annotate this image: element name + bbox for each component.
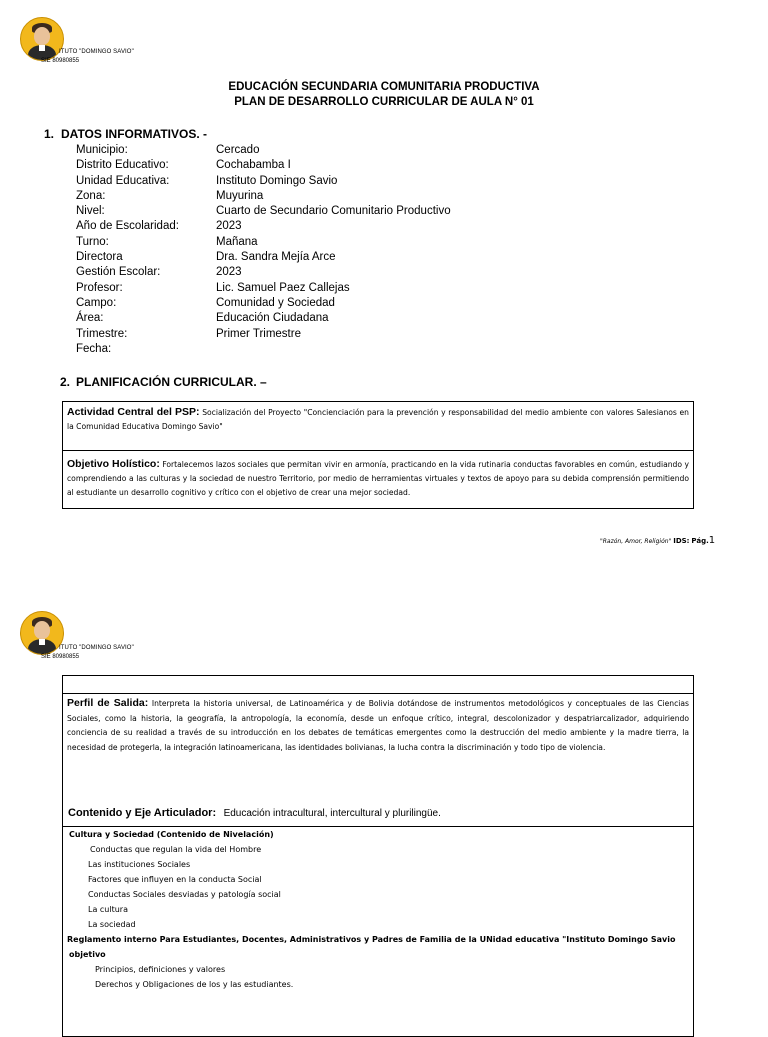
info-label: Unidad Educativa: bbox=[76, 174, 170, 187]
perfil-paragraph bbox=[67, 696, 689, 755]
info-value: Instituto Domingo Savio bbox=[216, 174, 338, 187]
footer-pag-label: Pág. bbox=[691, 537, 709, 545]
content-heading: Reglamento interno Para Estudiantes, Docentes, Administrativos y Padres de Familia de la UNidad educativa "Instituto Domingo Savio bbox=[67, 935, 676, 944]
info-label: Municipio: bbox=[76, 144, 128, 156]
info-value: Comunidad y Sociedad bbox=[216, 296, 335, 309]
info-label: Distrito Educativo: bbox=[76, 159, 169, 172]
section2-number: 2. bbox=[60, 375, 71, 389]
content-heading: Cultura y Sociedad (Contenido de Nivelación) bbox=[69, 830, 274, 839]
sie-code: SIE 80980855 bbox=[41, 654, 80, 660]
content-item: Principios, definiciones y valores bbox=[95, 965, 226, 974]
psp-paragraph bbox=[67, 405, 689, 434]
content-item: Conductas Sociales desviadas y patología social bbox=[88, 890, 281, 899]
box-divider bbox=[63, 693, 693, 694]
objective-paragraph bbox=[67, 457, 689, 500]
info-label: Trimestre: bbox=[76, 327, 128, 340]
content-item: Derechos y Obligaciones de los y las estudiantes. bbox=[95, 980, 294, 989]
content-heading: objetivo bbox=[69, 950, 106, 959]
info-labels bbox=[76, 143, 179, 357]
info-value: Primer Trimestre bbox=[216, 327, 301, 340]
info-value: Muyurina bbox=[216, 189, 264, 202]
info-label: Zona: bbox=[76, 189, 106, 202]
school-logo bbox=[20, 611, 64, 655]
school-name: ITUTO "DOMINGO SAVIO" bbox=[59, 49, 134, 55]
footer-motto: "Razón, Amor, Religión" bbox=[600, 538, 672, 545]
info-label: Gestión Escolar: bbox=[76, 266, 161, 279]
document-title-line1: EDUCACIÓN SECUNDARIA COMUNITARIA PRODUCTIVA bbox=[228, 81, 540, 93]
school-name: ITUTO "DOMINGO SAVIO" bbox=[59, 645, 134, 651]
info-value: Dra. Sandra Mejía Arce bbox=[216, 251, 336, 264]
info-value: Educación Ciudadana bbox=[216, 312, 329, 325]
contenido-line bbox=[68, 803, 441, 821]
page-footer bbox=[600, 535, 715, 546]
info-value: Cuarto de Secundario Comunitario Productivo bbox=[216, 205, 451, 218]
info-value: Mañana bbox=[216, 235, 258, 248]
info-label: Campo: bbox=[76, 296, 117, 309]
school-logo bbox=[20, 17, 64, 61]
content-item: La sociedad bbox=[88, 920, 136, 929]
footer-page-number: 1 bbox=[708, 535, 716, 546]
content-item: Las instituciones Sociales bbox=[88, 860, 191, 869]
box-divider bbox=[63, 450, 693, 451]
contenido-label: Contenido y Eje Articulador: bbox=[68, 807, 217, 819]
contenido-text: Educación intracultural, intercultural y plurilingüe. bbox=[223, 808, 441, 819]
perfil-label: Perfil de Salida: bbox=[67, 697, 149, 709]
section1-number: 1. bbox=[44, 127, 55, 141]
content-item: Conductas que regulan la vida del Hombre bbox=[90, 845, 262, 854]
psp-text: Socialización del Proyecto "Concienciación para la prevención y responsabilidad del medio ambiente con valores Salesianos en la Comunidad Educativa Domingo Savio" bbox=[67, 408, 689, 431]
info-values bbox=[216, 143, 451, 342]
psp-objective-box bbox=[62, 401, 694, 509]
objective-label: Objetivo Holístico: bbox=[67, 458, 160, 470]
info-label: Turno: bbox=[76, 235, 109, 248]
info-value: Lic. Samuel Paez Callejas bbox=[216, 281, 350, 294]
info-label: Nivel: bbox=[76, 205, 105, 218]
document-title-line2: PLAN DE DESARROLLO CURRICULAR DE AULA N° 01 bbox=[234, 96, 534, 108]
objective-text: Fortalecemos lazos sociales que permitan vivir en armonía, practicando en la vida rutinaria conductas favorables en común, estudiando y comprendiendo a las culturas y la sociedad de nuestro Territorio, por medio de herramientas virtuales y textos de apoyo para su debida comprensión permitiendo al estudiante un desarrollo cognitivo y crítico con el objetivo de crear una mejor sociedad. bbox=[67, 460, 689, 497]
info-label: Directora bbox=[76, 251, 123, 264]
info-label: Fecha: bbox=[76, 342, 112, 355]
footer-ids: IDS: bbox=[673, 537, 690, 545]
info-label: Área: bbox=[76, 312, 104, 325]
section2-heading: PLANIFICACIÓN CURRICULAR. – bbox=[76, 375, 267, 389]
psp-label: Actividad Central del PSP: bbox=[67, 406, 200, 418]
info-label: Año de Escolaridad: bbox=[76, 220, 179, 233]
content-item: La cultura bbox=[88, 905, 128, 914]
content-item: Factores que influyen en la conducta Social bbox=[88, 875, 262, 884]
info-value: Cercado bbox=[216, 144, 260, 156]
info-value: 2023 bbox=[216, 220, 242, 233]
info-label: Profesor: bbox=[76, 281, 123, 294]
sie-code: SIE 80980855 bbox=[41, 58, 80, 64]
section1-heading: DATOS INFORMATIVOS. - bbox=[61, 127, 207, 141]
info-value: 2023 bbox=[216, 266, 242, 279]
perfil-content-box bbox=[62, 675, 694, 1037]
info-value: Cochabamba I bbox=[216, 159, 291, 172]
perfil-text: Interpreta la historia universal, de Latinoamérica y de Bolivia dotándose de instrumentos metodológicos y conceptuales de las Ciencias Sociales, como la historia, la geografía, la antropología, la economía, desde un enfoque crítico, integral, descolonizador y despatriarcalizador, adquiriendo conciencia de su realidad a través de su introducción en los debates de temáticas emergentes como la destrucción del medio ambiente y la madre tierra, la necesidad de protegerla, la integración latinoamericana, las identidades bolivianas, la lucha contra la discriminación y todo tipo de violencia. bbox=[67, 699, 689, 752]
box-divider bbox=[63, 826, 693, 827]
